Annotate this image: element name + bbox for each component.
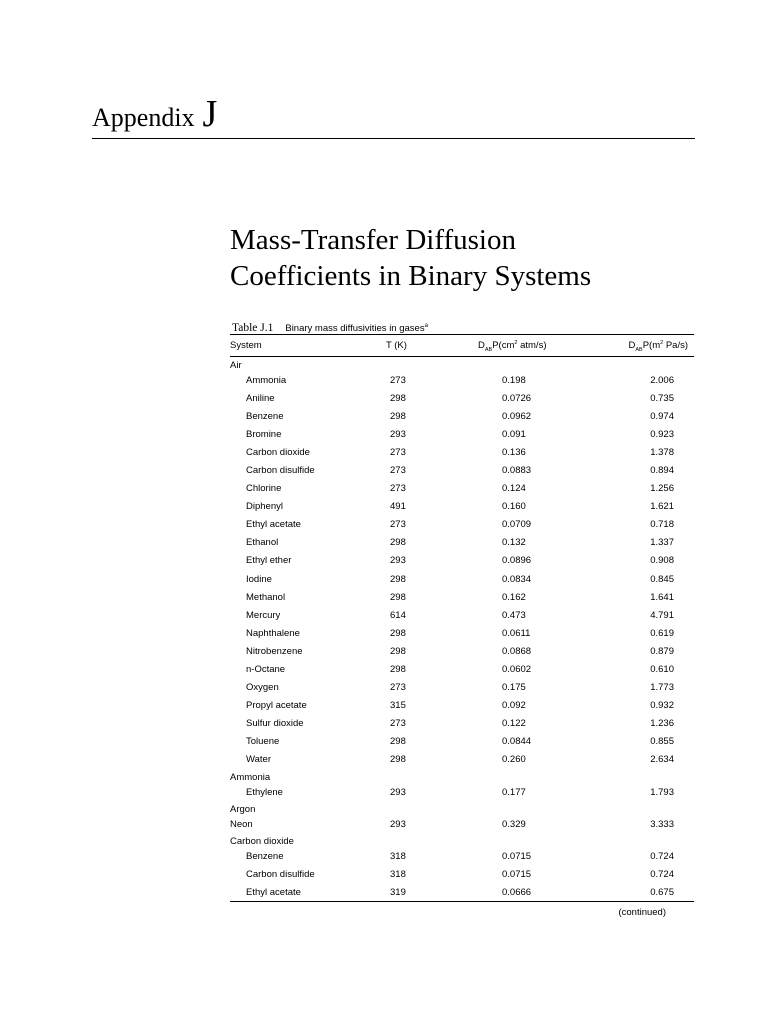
table-row-cell bbox=[230, 624, 694, 642]
table-row bbox=[230, 865, 694, 883]
cell-diffusivity-pa: 0.724 bbox=[650, 850, 674, 862]
cell-temp: 273 bbox=[390, 464, 406, 476]
cell-temp: 273 bbox=[390, 519, 406, 531]
table-row bbox=[230, 847, 694, 865]
table-row-cell bbox=[230, 425, 694, 443]
table-row-cell bbox=[230, 883, 694, 901]
col-header-d-atm-mid: P(cm bbox=[492, 340, 515, 352]
table-row-cell bbox=[230, 461, 694, 479]
cell-diffusivity-pa: 4.791 bbox=[650, 609, 674, 621]
cell-system: Ethyl acetate bbox=[246, 519, 301, 531]
table-row-cell bbox=[230, 696, 694, 714]
table-row-cell bbox=[230, 551, 694, 569]
appendix-heading bbox=[92, 92, 217, 136]
cell-temp: 315 bbox=[390, 700, 406, 712]
cell-diffusivity-atm: 0.0962 bbox=[502, 410, 532, 422]
cell-temp: 298 bbox=[390, 736, 406, 748]
continued-note: (continued) bbox=[618, 907, 666, 918]
cell-temp: 273 bbox=[390, 682, 406, 694]
table-row bbox=[230, 696, 694, 714]
table-row-cell bbox=[230, 515, 694, 533]
chapter-title-line-1: Mass-Transfer Diffusion bbox=[230, 224, 516, 256]
cell-temp: 273 bbox=[390, 446, 406, 458]
cell-system: Ethyl acetate bbox=[246, 886, 301, 898]
cell-diffusivity-pa: 0.908 bbox=[650, 555, 674, 567]
table-row bbox=[230, 389, 694, 407]
cell-diffusivity-atm: 0.0666 bbox=[502, 886, 532, 898]
group-name: Ammonia bbox=[230, 771, 271, 783]
cell-temp: 298 bbox=[390, 645, 406, 657]
cell-diffusivity-pa: 3.333 bbox=[650, 818, 674, 830]
table-row bbox=[230, 461, 694, 479]
cell-diffusivity-pa: 1.641 bbox=[650, 591, 674, 603]
cell-diffusivity-pa: 0.610 bbox=[650, 664, 674, 675]
cell-system: Sulfur dioxide bbox=[246, 718, 304, 730]
cell-diffusivity-pa: 0.879 bbox=[650, 645, 674, 657]
cell-diffusivity-pa: 1.236 bbox=[650, 718, 674, 730]
table-row-cell bbox=[230, 783, 694, 801]
table-row-cell bbox=[230, 847, 694, 865]
cell-system: Ethylene bbox=[246, 786, 283, 798]
col-header-d-atm-sup: 2 bbox=[514, 340, 518, 346]
cell-system: Carbon dioxide bbox=[246, 446, 310, 458]
cell-diffusivity-atm: 0.0611 bbox=[502, 627, 531, 639]
cell-diffusivity-atm: 0.162 bbox=[502, 591, 526, 603]
cell-diffusivity-atm: 0.132 bbox=[502, 537, 526, 549]
table-row-cell bbox=[230, 815, 694, 833]
table-group-row bbox=[230, 769, 694, 783]
table-row bbox=[230, 678, 694, 696]
table-row bbox=[230, 642, 694, 660]
table-row bbox=[230, 551, 694, 569]
col-header-d-pa-prefix: D bbox=[628, 340, 636, 352]
table-row bbox=[230, 515, 694, 533]
col-header-d-atm-suffix: atm/s) bbox=[517, 340, 547, 352]
cell-system: Carbon disulfide bbox=[246, 868, 315, 880]
cell-system: Carbon disulfide bbox=[246, 464, 315, 476]
cell-temp: 293 bbox=[390, 786, 406, 798]
cell-diffusivity-atm: 0.175 bbox=[502, 682, 526, 694]
table-row bbox=[230, 588, 694, 606]
cell-system: Aniline bbox=[246, 392, 275, 404]
cell-system: Water bbox=[246, 754, 271, 766]
table-row-cell bbox=[230, 443, 694, 461]
cell-temp: 318 bbox=[390, 868, 406, 880]
cell-system: Mercury bbox=[246, 609, 281, 621]
cell-diffusivity-pa: 0.619 bbox=[650, 627, 674, 639]
cell-diffusivity-pa: 1.337 bbox=[650, 537, 674, 549]
table-row bbox=[230, 815, 694, 833]
cell-diffusivity-atm: 0.0715 bbox=[502, 850, 532, 862]
table-row-cell bbox=[230, 570, 694, 588]
cell-system: Diphenyl bbox=[246, 501, 283, 513]
cell-temp: 273 bbox=[390, 483, 406, 495]
cell-system: Ethyl ether bbox=[246, 555, 292, 567]
table-row-cell bbox=[230, 407, 694, 425]
cell-temp: 298 bbox=[390, 573, 406, 585]
table-row bbox=[230, 883, 694, 901]
appendix-word: Appendix bbox=[92, 103, 195, 132]
cell-diffusivity-pa: 1.773 bbox=[650, 682, 674, 694]
cell-temp: 298 bbox=[390, 627, 406, 639]
cell-system: Oxygen bbox=[246, 682, 279, 694]
table-row-cell bbox=[230, 732, 694, 750]
table-header bbox=[230, 335, 694, 357]
cell-temp: 293 bbox=[390, 428, 406, 440]
table-row bbox=[230, 425, 694, 443]
table-row bbox=[230, 660, 694, 678]
table-row bbox=[230, 570, 694, 588]
cell-diffusivity-atm: 0.091 bbox=[502, 428, 526, 440]
cell-diffusivity-pa: 0.845 bbox=[650, 573, 674, 585]
cell-system: Ethanol bbox=[246, 537, 279, 549]
table-number: Table J.1 bbox=[232, 322, 274, 334]
table-group-row bbox=[230, 801, 694, 815]
group-name: Air bbox=[230, 359, 242, 371]
cell-temp: 318 bbox=[390, 850, 406, 862]
table-body bbox=[230, 357, 694, 902]
cell-temp: 614 bbox=[390, 609, 406, 621]
cell-diffusivity-atm: 0.0602 bbox=[502, 664, 532, 675]
cell-diffusivity-pa: 0.724 bbox=[650, 868, 674, 880]
cell-diffusivity-pa: 1.621 bbox=[650, 501, 674, 513]
cell-diffusivity-pa: 0.974 bbox=[650, 410, 674, 422]
table-row-cell bbox=[230, 642, 694, 660]
table-row-cell bbox=[230, 750, 694, 768]
table-row bbox=[230, 624, 694, 642]
table-row-cell bbox=[230, 606, 694, 624]
table-row bbox=[230, 407, 694, 425]
cell-diffusivity-atm: 0.0834 bbox=[502, 573, 532, 585]
cell-temp: 298 bbox=[390, 664, 406, 675]
cell-system: Toluene bbox=[246, 736, 280, 748]
cell-temp: 298 bbox=[390, 410, 406, 422]
cell-diffusivity-pa: 0.855 bbox=[650, 736, 674, 748]
cell-diffusivity-pa: 1.256 bbox=[650, 483, 674, 495]
table-row-cell bbox=[230, 714, 694, 732]
table-row bbox=[230, 783, 694, 801]
table-row-cell bbox=[230, 865, 694, 883]
cell-diffusivity-atm: 0.0844 bbox=[502, 736, 532, 748]
cell-temp: 293 bbox=[390, 818, 406, 830]
cell-system: Propyl acetate bbox=[246, 700, 307, 712]
table-row bbox=[230, 732, 694, 750]
table-row-cell bbox=[230, 371, 694, 389]
col-header-d-pa-sub: AB bbox=[635, 347, 643, 354]
header-rule bbox=[92, 138, 695, 139]
col-header-d-atm-prefix: D bbox=[478, 340, 485, 352]
table-caption-text bbox=[285, 323, 428, 334]
col-header-system: System bbox=[230, 340, 262, 351]
cell-system: Nitrobenzene bbox=[246, 645, 303, 657]
cell-diffusivity-atm: 0.136 bbox=[502, 446, 526, 458]
cell-diffusivity-atm: 0.177 bbox=[502, 786, 526, 798]
table-group-row bbox=[230, 833, 694, 847]
cell-diffusivity-atm: 0.329 bbox=[502, 818, 526, 830]
col-header-temp: T (K) bbox=[386, 340, 407, 351]
cell-diffusivity-atm: 0.122 bbox=[502, 718, 526, 730]
table-row-cell bbox=[230, 588, 694, 606]
chapter-title bbox=[230, 222, 700, 294]
table-row bbox=[230, 371, 694, 389]
cell-diffusivity-atm: 0.0868 bbox=[502, 645, 532, 657]
cell-temp: 273 bbox=[390, 374, 406, 386]
cell-temp: 298 bbox=[390, 537, 406, 549]
col-header-d-pa-mid: P(m bbox=[642, 340, 661, 352]
cell-temp: 319 bbox=[390, 886, 406, 898]
table-header-row bbox=[230, 335, 694, 357]
table-row bbox=[230, 750, 694, 768]
table-row bbox=[230, 497, 694, 515]
cell-system: n-Octane bbox=[246, 664, 286, 675]
cell-diffusivity-pa: 0.675 bbox=[650, 886, 674, 898]
cell-temp: 298 bbox=[390, 591, 406, 603]
table-row bbox=[230, 533, 694, 551]
col-header-d-pa bbox=[628, 340, 688, 353]
chapter-title-line-2: Coefficients in Binary Systems bbox=[230, 260, 592, 292]
table-caption-label: Binary mass diffusivities in gases bbox=[285, 323, 425, 334]
cell-temp: 298 bbox=[390, 392, 406, 404]
col-header-d-pa-suffix: Pa/s) bbox=[663, 340, 688, 352]
cell-diffusivity-atm: 0.124 bbox=[502, 483, 526, 495]
cell-diffusivity-atm: 0.160 bbox=[502, 501, 526, 513]
col-header-d-pa-sup: 2 bbox=[660, 340, 664, 346]
cell-temp: 293 bbox=[390, 555, 406, 567]
col-header-d-atm-sub: AB bbox=[484, 347, 493, 354]
col-header-d-atm bbox=[478, 340, 546, 353]
cell-diffusivity-atm: 0.0709 bbox=[502, 519, 532, 531]
cell-diffusivity-pa: 1.378 bbox=[650, 446, 674, 458]
table-group-row bbox=[230, 357, 694, 371]
cell-diffusivity-pa: 0.923 bbox=[650, 428, 674, 440]
table-row-cell bbox=[230, 389, 694, 407]
cell-diffusivity-atm: 0.198 bbox=[502, 374, 526, 386]
cell-diffusivity-pa: 1.793 bbox=[650, 786, 674, 798]
cell-system: Benzene bbox=[246, 410, 284, 422]
table-row-cell bbox=[230, 479, 694, 497]
cell-diffusivity-pa: 2.006 bbox=[650, 374, 674, 386]
table-row bbox=[230, 714, 694, 732]
cell-diffusivity-pa: 2.634 bbox=[650, 754, 674, 766]
cell-system: Ammonia bbox=[246, 374, 287, 386]
cell-system: Iodine bbox=[246, 573, 272, 585]
cell-diffusivity-pa: 0.894 bbox=[650, 464, 674, 476]
cell-system: Neon bbox=[230, 818, 253, 830]
cell-diffusivity-pa: 0.932 bbox=[650, 700, 674, 712]
cell-system: Benzene bbox=[246, 850, 284, 862]
cell-diffusivity-pa: 0.718 bbox=[650, 519, 674, 531]
cell-diffusivity-atm: 0.0715 bbox=[502, 868, 532, 880]
appendix-letter: J bbox=[202, 93, 218, 135]
table-row bbox=[230, 479, 694, 497]
group-name: Carbon dioxide bbox=[230, 835, 294, 847]
cell-diffusivity-atm: 0.473 bbox=[502, 609, 526, 621]
table-row bbox=[230, 443, 694, 461]
table-row-cell bbox=[230, 533, 694, 551]
cell-temp: 273 bbox=[390, 718, 406, 730]
table-row-cell bbox=[230, 660, 694, 678]
table-caption-footnote-mark: a bbox=[424, 322, 428, 329]
cell-system: Naphthalene bbox=[246, 627, 300, 639]
cell-system: Chlorine bbox=[246, 483, 282, 495]
table-row-cell bbox=[230, 678, 694, 696]
cell-diffusivity-atm: 0.0726 bbox=[502, 392, 532, 404]
cell-system: Bromine bbox=[246, 428, 282, 440]
table-row-cell bbox=[230, 497, 694, 515]
group-name: Argon bbox=[230, 803, 256, 815]
cell-temp: 491 bbox=[390, 501, 406, 513]
cell-diffusivity-atm: 0.260 bbox=[502, 754, 526, 766]
cell-system: Methanol bbox=[246, 591, 286, 603]
cell-diffusivity-atm: 0.0883 bbox=[502, 464, 532, 476]
cell-diffusivity-pa: 0.735 bbox=[650, 392, 674, 404]
table-row bbox=[230, 606, 694, 624]
cell-diffusivity-atm: 0.092 bbox=[502, 700, 526, 712]
cell-temp: 298 bbox=[390, 754, 406, 766]
cell-diffusivity-atm: 0.0896 bbox=[502, 555, 532, 567]
diffusivity-table bbox=[230, 334, 694, 902]
